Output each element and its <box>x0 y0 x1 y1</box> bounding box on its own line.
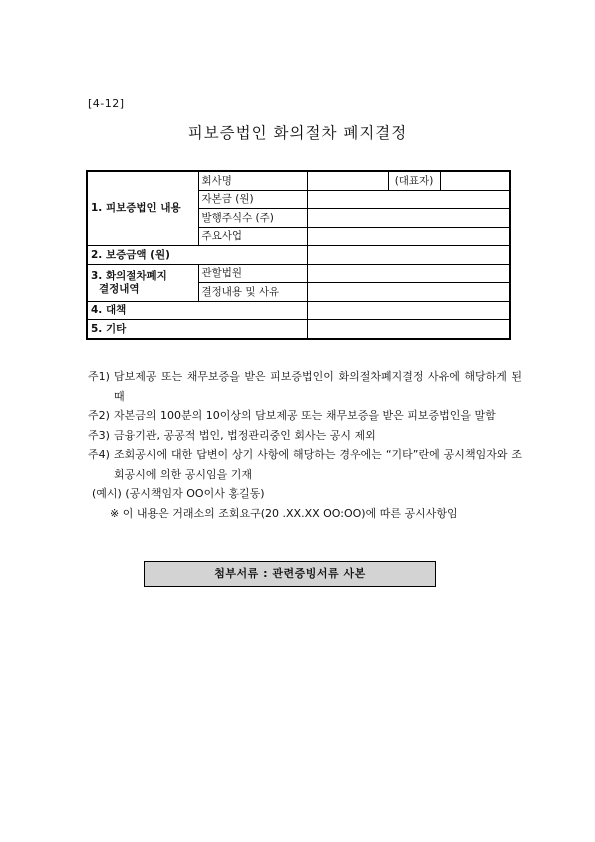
value-capital[interactable] <box>307 190 510 209</box>
note-mark: 주1) <box>88 370 110 383</box>
note-mark: 주4) <box>88 448 110 461</box>
section-4-header: 4. 대책 <box>87 301 307 320</box>
document-code: [4-12] <box>88 97 125 110</box>
section-3-header-line2: 결정내역 <box>99 282 140 295</box>
star-note: ※ 이 내용은 거래소의 조회요구(20 .XX.XX OO:OO)에 따른 공시사항임 <box>110 506 458 520</box>
label-capital: 자본금 (원) <box>198 190 307 209</box>
notes-section <box>88 367 522 523</box>
note-text: 담보제공 또는 채무보증을 받은 피보증법인이 화의절차폐지결정 사유에 해당하게 된 때 <box>114 370 522 403</box>
attachment-box: 첨부서류 : 관련증빙서류 사본 <box>144 561 436 587</box>
label-shares: 발행주식수 (주) <box>198 209 307 228</box>
note-item <box>88 367 522 406</box>
label-main-business: 주요사업 <box>198 227 307 246</box>
section-3-header <box>87 264 198 301</box>
section-1-header: 1. 피보증법인 내용 <box>87 171 198 246</box>
note-text: 자본금의 100분의 10이상의 담보제공 또는 채무보증을 받은 피보증법인을 말함 <box>114 409 496 422</box>
value-countermeasure[interactable] <box>307 301 510 320</box>
disclosure-form-table <box>86 170 511 340</box>
value-other[interactable] <box>307 320 510 339</box>
table-row <box>87 320 510 339</box>
section-2-header: 2. 보증금액 (원) <box>87 246 307 265</box>
value-shares[interactable] <box>307 209 510 228</box>
label-court: 관할법원 <box>198 264 307 283</box>
label-representative: (대표자) <box>388 171 440 190</box>
note-text: 조회공시에 대한 답변이 상기 사항에 해당하는 경우에는 “기타”란에 공시책임자와 조회공시에 의한 공시임을 기재 <box>114 448 522 481</box>
table-row <box>87 301 510 320</box>
value-guarantee-amount[interactable] <box>307 246 510 265</box>
note-item <box>88 406 522 426</box>
note-item <box>88 426 522 446</box>
table-row <box>87 264 510 283</box>
value-court[interactable] <box>307 264 510 283</box>
label-decision: 결정내용 및 사유 <box>198 283 307 302</box>
label-company-name: 회사명 <box>198 171 307 190</box>
note-mark: 주3) <box>88 428 110 442</box>
section-3-header-line1: 3. 화의절차폐지 <box>91 270 167 283</box>
value-representative[interactable] <box>440 171 510 190</box>
note-text: 금융기관, 공공적 법인, 법정관리중인 회사는 공시 제외 <box>114 428 376 442</box>
note-mark: 주2) <box>88 409 110 422</box>
note-item <box>88 445 522 484</box>
example-line: (예시) (공시책임자 OO이사 홍길동) <box>92 487 265 500</box>
table-row <box>87 246 510 265</box>
value-company-name[interactable] <box>307 171 388 190</box>
document-title: 피보증법인 화의절차 폐지결정 <box>187 124 408 142</box>
value-main-business[interactable] <box>307 227 510 246</box>
value-decision[interactable] <box>307 283 510 302</box>
table-row <box>87 171 510 190</box>
section-5-header: 5. 기타 <box>87 320 307 339</box>
